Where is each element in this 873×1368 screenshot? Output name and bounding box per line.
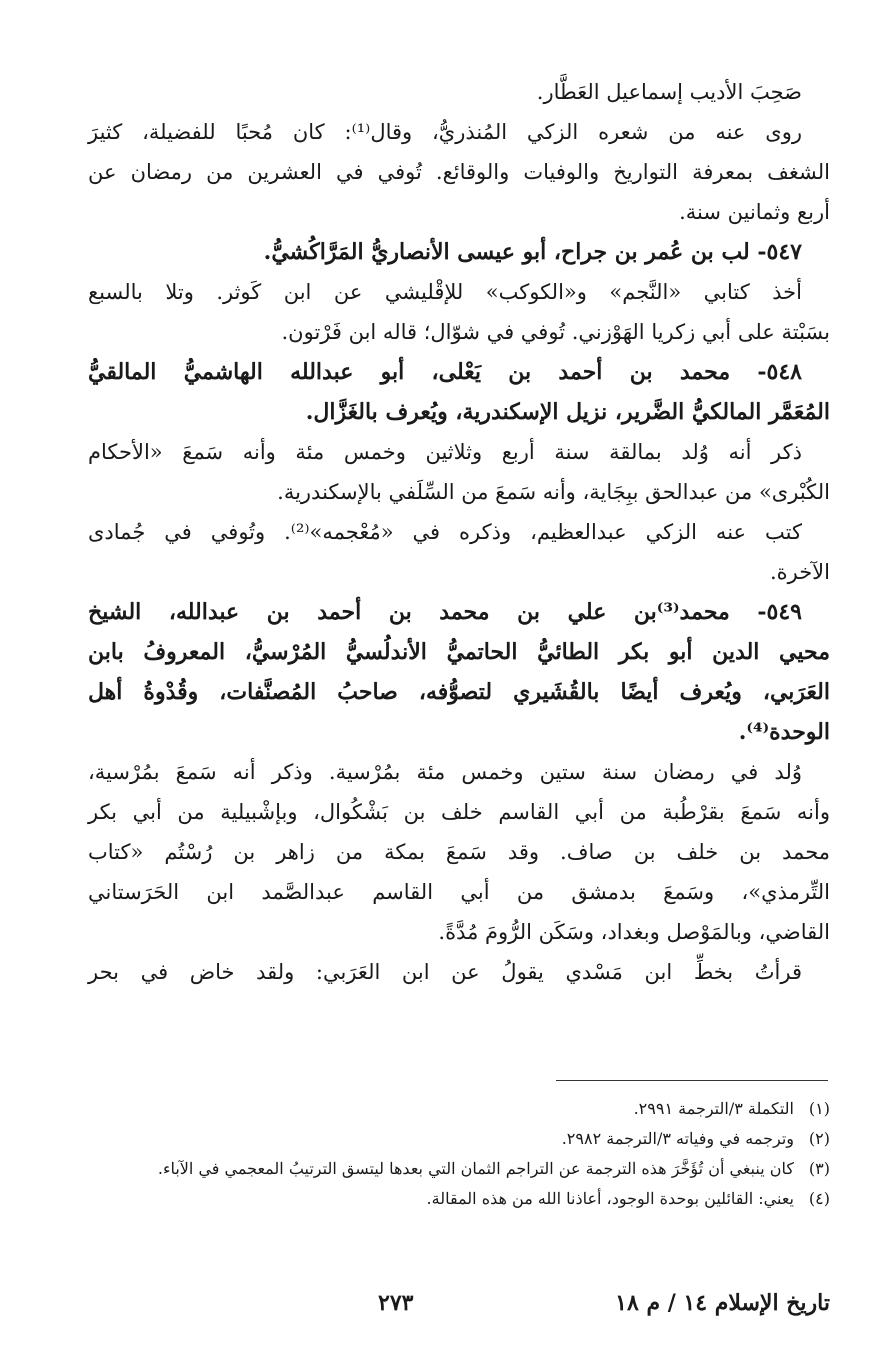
footnote-text: وترجمه في وفياته ٣/الترجمة ٢٩٨٢. [561,1129,794,1148]
text-line: صَحِبَ الأديب إسماعيل العَطَّار. [536,80,802,104]
text-line: التِّرمذي»، وسَمعَ بدمشق من أبي القاسم عبدالصَّمد ابن الحَرَستاني [88,880,830,904]
footnote [88,1094,830,1124]
text-line: وُلد في رمضان سنة ستين وخمس مئة بمُرْسية. وذكر أنه سَمعَ بمُرْسية، [88,760,802,784]
footnote-number: (٤) [808,1189,830,1208]
footnote-number: (٢) [808,1129,830,1148]
text-line: العَرَبي، ويُعرف أيضًا بالقُشَيري لتصوُّفه، صاحبُ المُصنَّفات، وقُدْوةُ أهل [88,679,830,705]
footnote-number: (١) [808,1099,830,1118]
text-line: ٥٤٩- محمد⁽³⁾بن علي بن محمد بن أحمد بن عبدالله، الشيخ [88,599,802,625]
text-line: الآخرة. [769,560,830,584]
text-line: ذكر أنه وُلد بمالقة سنة أربع وثلاثين وخمس مئة وأنه سَمعَ «الأحكام [88,440,802,464]
text-line: ٥٤٧- لب بن عُمر بن جراح، أبو عيسى الأنصاريُّ المَرَّاكُشيُّ. [263,239,802,265]
page-number: ٢٧٣ [378,1290,414,1316]
footnotes [88,1094,830,1214]
footnote [88,1184,830,1214]
footnote [88,1154,830,1184]
text-line: محيي الدين أبو بكر الطائيُّ الحاتميُّ الأندلُسيُّ المُرْسيُّ، المعروفُ بابن [88,639,830,665]
text-line: روى عنه من شعره الزكي المُنذريُّ، وقال⁽¹⁾: كان مُحبًا للفضيلة، كثيرَ [88,120,803,144]
entry-heading [88,232,830,272]
paragraph [88,112,830,232]
text-line: بسَبْتة على أبي زكريا الهَوْزني. تُوفي في شوّال؛ قاله ابن فَرْتون. [281,320,830,344]
text-line: المُعَمَّر المالكيُّ الضَّرير، نزيل الإسكندرية، ويُعرف بالغَزَّال. [305,399,830,425]
text-line: ٥٤٨- محمد بن أحمد بن يَعْلى، أبو عبدالله الهاشميُّ المالقيُّ [88,359,802,385]
main-text [88,72,830,992]
footnote-divider [556,1080,828,1081]
paragraph [88,272,830,352]
text-line: القاضي، وبالمَوْصل وبغداد، وسَكَن الرُّومَ مُدَّةً. [438,920,830,944]
footnote [88,1124,830,1154]
footnote-text: التكملة ٣/الترجمة ٢٩٩١. [633,1099,794,1118]
text-line: وأنه سَمعَ بقرْطُبة من أبي القاسم خلف بن بَشْكُوال، وبإشْبيلية من أبي بكر [88,800,830,824]
paragraph [88,752,830,952]
entry-heading [88,592,830,752]
running-title: تاريخ الإسلام ١٤ / م ١٨ [615,1290,830,1316]
text-line: الشغف بمعرفة التواريخ والوفيات والوقائع. تُوفي في العشرين من رمضان عن [88,160,830,184]
entry-heading [88,352,830,432]
text-line: قرأتُ بخطِّ ابن مَسْدي يقولُ عن ابن العَرَبي: ولقد خاض في بحر [88,960,802,984]
text-line: محمد بن خلف بن صاف. وقد سَمعَ بمكة من زاهر بن رُسْتُم «كتاب [88,840,830,864]
text-line: كتب عنه الزكي عبدالعظيم، وذكره في «مُعْجمه»⁽²⁾. وتُوفي في جُمادى [88,520,802,544]
paragraph [88,432,830,512]
text-line: أربع وثمانين سنة. [679,200,830,224]
paragraph [88,72,830,112]
text-line: أخذ كتابي «النَّجم» و«الكوكب» للإقْليشي عن ابن كَوثر. وتلا بالسبع [88,280,802,304]
footnote-text: كان ينبغي أن تُؤَخَّرَ هذه الترجمة عن التراجم الثمان التي بعدها ليتسق الترتيبُ المعجمي في الآباء. [157,1159,794,1178]
paragraph [88,952,830,992]
footnote-text: يعني: القائلين بوحدة الوجود، أعاذنا الله من هذه المقالة. [426,1189,794,1208]
footnote-number: (٣) [808,1159,830,1178]
text-line: الوحدة⁽⁴⁾. [738,719,830,745]
text-line: الكُبْرى» من عبدالحق ببِجَاية، وأنه سَمعَ من السِّلَفي بالإسكندرية. [277,480,830,504]
page-footer [88,1290,830,1330]
paragraph [88,512,830,592]
